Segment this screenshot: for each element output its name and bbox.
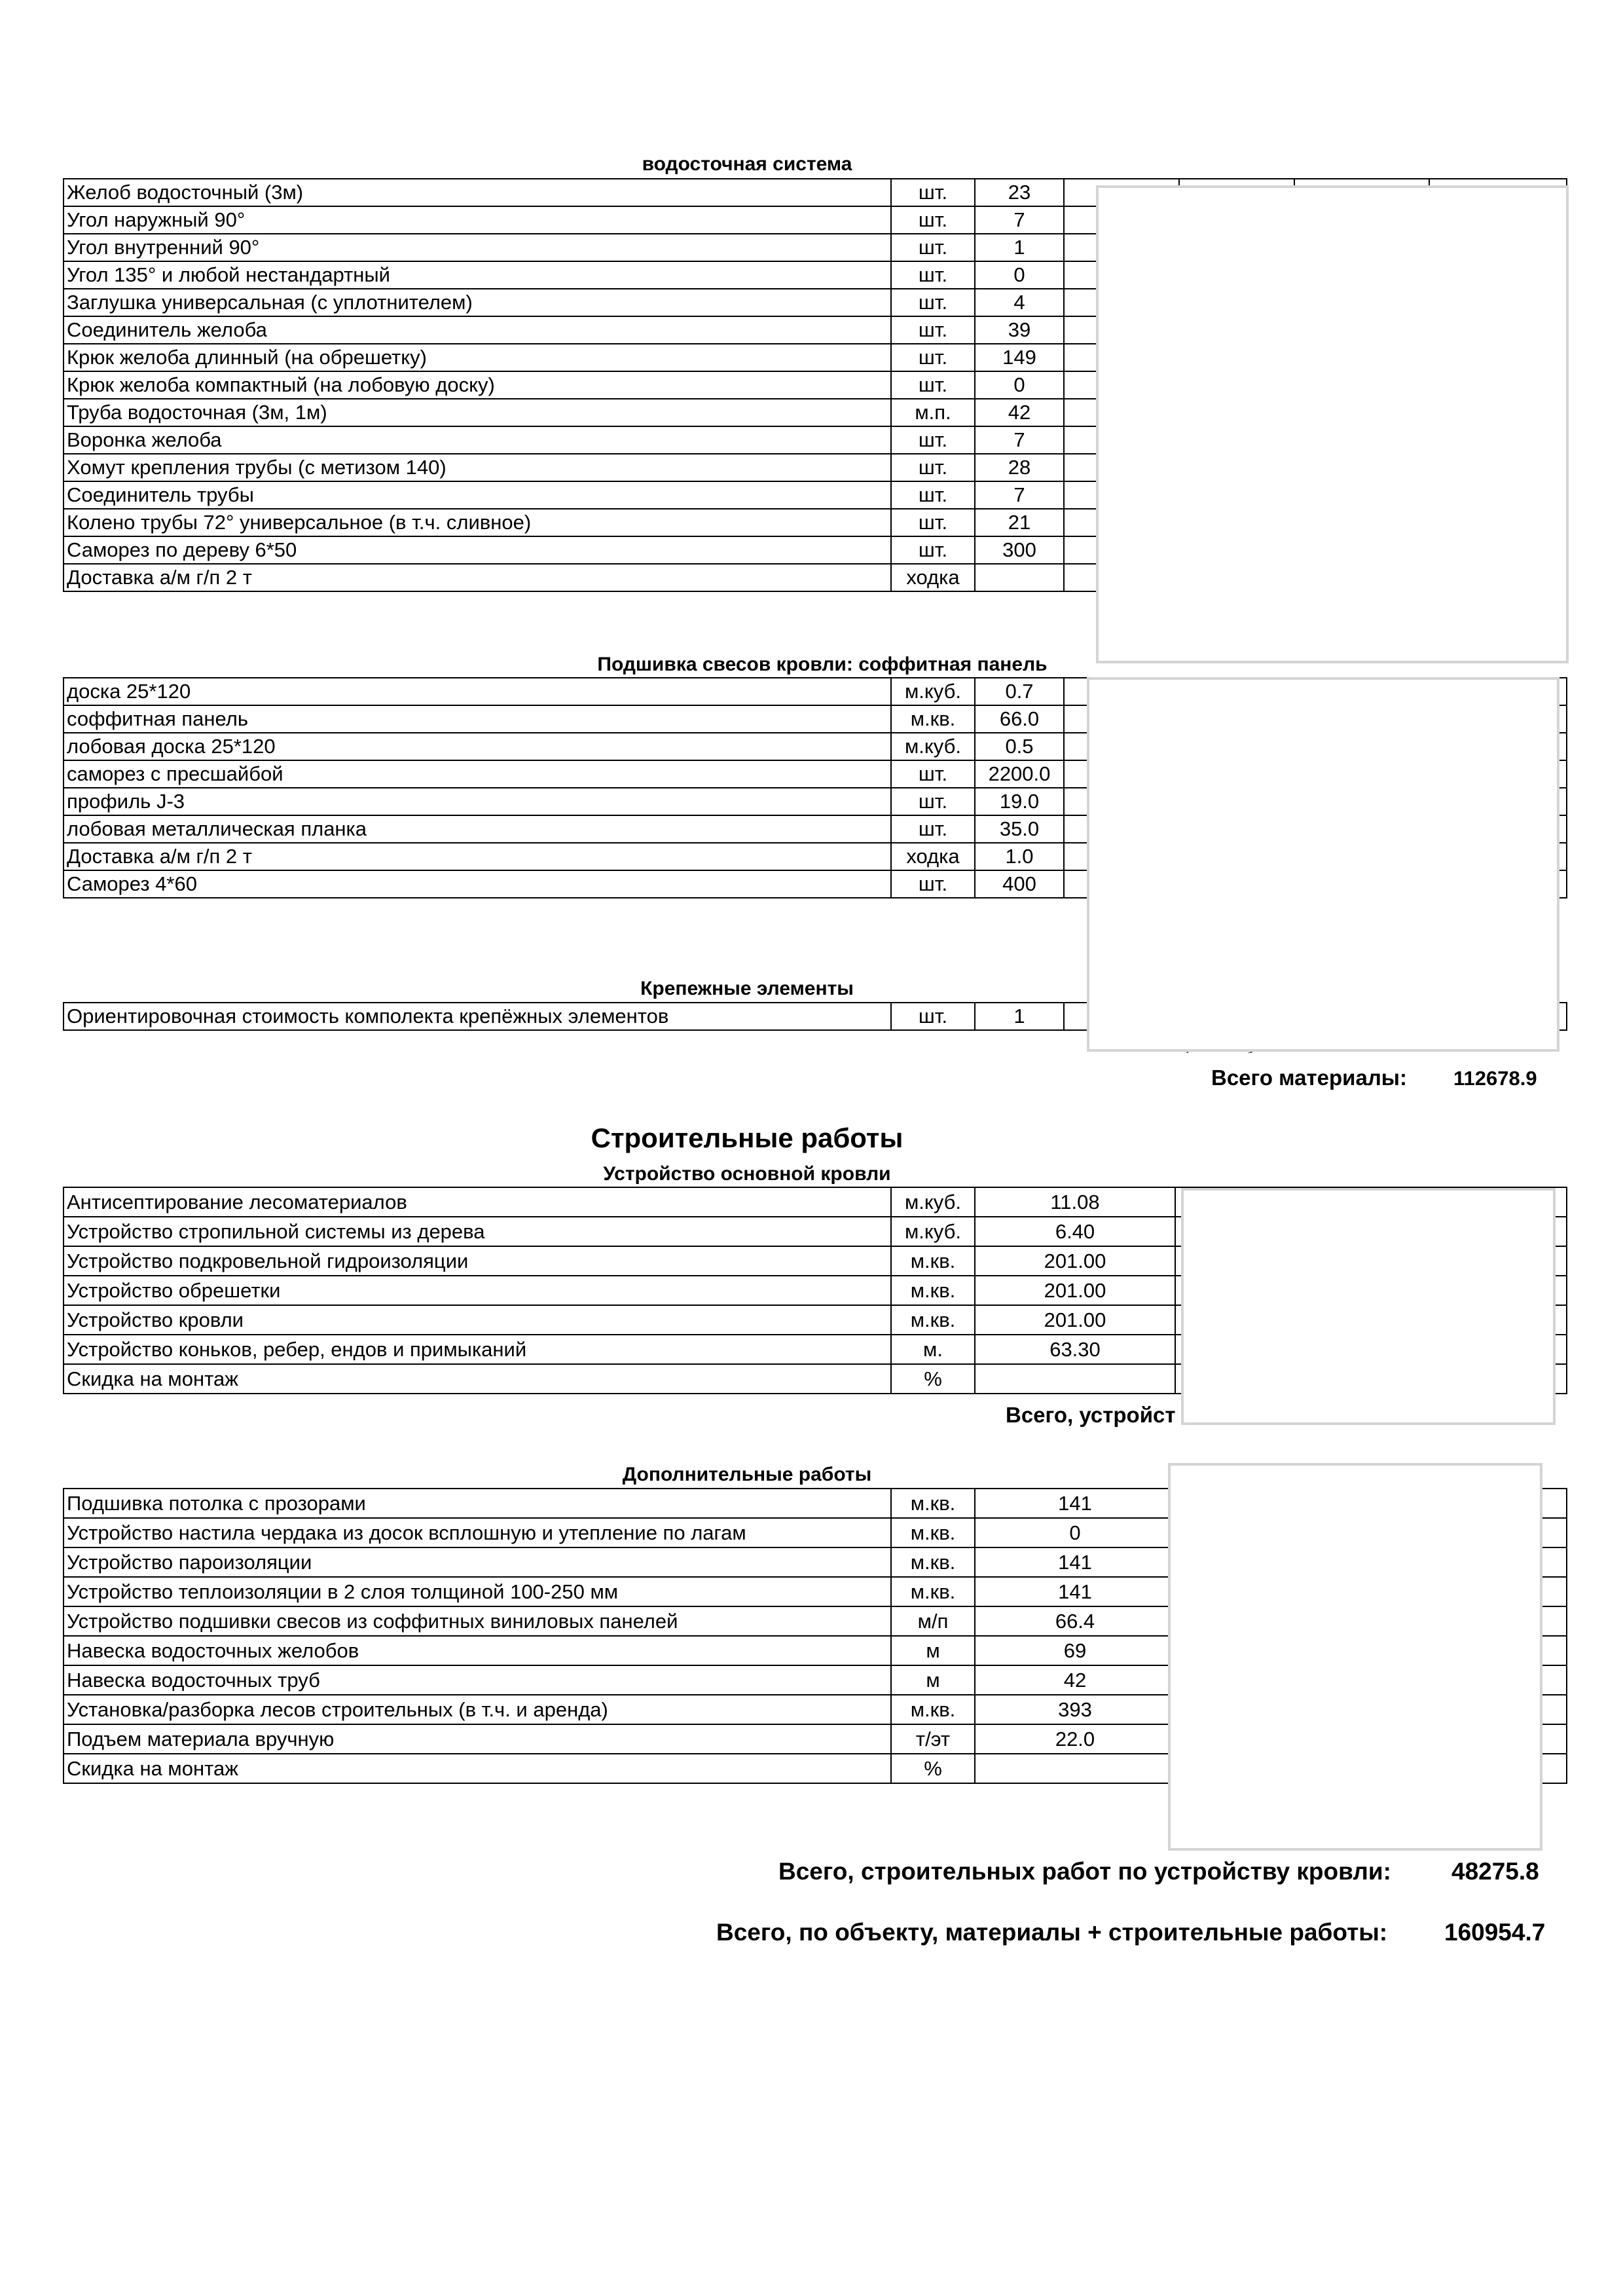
quantity-cell: 66.4: [975, 1606, 1175, 1636]
quantity-cell: 300: [975, 536, 1064, 564]
item-name-cell: Соединитель желоба: [64, 316, 891, 344]
quantity-cell: 1: [975, 234, 1064, 261]
quantity-cell: [975, 1364, 1175, 1394]
quantity-cell: 7: [975, 426, 1064, 454]
item-name-cell: Соединитель трубы: [64, 481, 891, 509]
unit-cell: шт.: [891, 261, 975, 289]
quantity-cell: 6.40: [975, 1217, 1175, 1246]
item-name-cell: Устройство обрешетки: [64, 1276, 891, 1305]
works-total-label: Всего, строительных работ по устройству кровли:: [778, 1858, 1391, 1885]
quantity-cell: 1.0: [975, 843, 1064, 870]
unit-cell: м.кв.: [891, 1518, 975, 1547]
unit-cell: шт.: [891, 454, 975, 481]
quantity-cell: 35.0: [975, 815, 1064, 843]
works-total-value: 48275.8: [1451, 1858, 1539, 1885]
item-name-cell: Устройство коньков, ребер, ендов и примыканий: [64, 1335, 891, 1364]
quantity-cell: 141: [975, 1547, 1175, 1577]
item-name-cell: Подъем материала вручную: [64, 1724, 891, 1754]
unit-cell: м.кв.: [891, 1305, 975, 1335]
unit-cell: шт.: [891, 536, 975, 564]
item-name-cell: Труба водосточная (3м, 1м): [64, 399, 891, 426]
item-name-cell: Устройство теплоизоляции в 2 слоя толщиной 100-250 мм: [64, 1577, 891, 1606]
item-name-cell: доска 25*120: [64, 678, 891, 705]
quantity-cell: 7: [975, 206, 1064, 234]
item-name-cell: Навеска водосточных труб: [64, 1665, 891, 1695]
quantity-cell: 21: [975, 509, 1064, 536]
item-name-cell: Устройство стропильной системы из дерева: [64, 1217, 891, 1246]
grand-total-value: 160954.7: [1444, 1919, 1546, 1946]
unit-cell: ходка: [891, 564, 975, 591]
unit-cell: шт.: [891, 344, 975, 371]
unit-cell: ходка: [891, 843, 975, 870]
unit-cell: м/п: [891, 1606, 975, 1636]
unit-cell: м.куб.: [891, 678, 975, 705]
redaction-box: [1168, 1463, 1542, 1851]
quantity-cell: 0.7: [975, 678, 1064, 705]
quantity-cell: 0: [975, 371, 1064, 399]
quantity-cell: 201.00: [975, 1276, 1175, 1305]
unit-cell: м.кв.: [891, 705, 975, 733]
item-name-cell: Антисептирование лесоматериалов: [64, 1187, 891, 1217]
quantity-cell: 63.30: [975, 1335, 1175, 1364]
item-name-cell: Доставка а/м г/п 2 т: [64, 843, 891, 870]
unit-cell: шт.: [891, 426, 975, 454]
item-name-cell: Желоб водосточный (3м): [64, 179, 891, 206]
unit-cell: %: [891, 1364, 975, 1394]
unit-cell: м.кв.: [891, 1547, 975, 1577]
unit-cell: шт.: [891, 509, 975, 536]
unit-cell: шт.: [891, 481, 975, 509]
quantity-cell: 66.0: [975, 705, 1064, 733]
item-name-cell: Подшивка потолка с прозорами: [64, 1489, 891, 1518]
unit-cell: шт.: [891, 1003, 975, 1030]
item-name-cell: Устройство кровли: [64, 1305, 891, 1335]
quantity-cell: 23: [975, 179, 1064, 206]
quantity-cell: 42: [975, 1665, 1175, 1695]
quantity-cell: 0.5: [975, 733, 1064, 760]
item-name-cell: Устройство подкровельной гидроизоляции: [64, 1246, 891, 1276]
item-name-cell: соффитная панель: [64, 705, 891, 733]
quantity-cell: 7: [975, 481, 1064, 509]
quantity-cell: [975, 564, 1064, 591]
quantity-cell: 19.0: [975, 788, 1064, 815]
item-name-cell: Устройство настила чердака из досок всплошную и утепление по лагам: [64, 1518, 891, 1547]
unit-cell: %: [891, 1754, 975, 1783]
unit-cell: шт.: [891, 788, 975, 815]
quantity-cell: 201.00: [975, 1246, 1175, 1276]
unit-cell: м.кв.: [891, 1577, 975, 1606]
unit-cell: шт.: [891, 760, 975, 788]
quantity-cell: 11.08: [975, 1187, 1175, 1217]
roof-section-title: Устройство основной кровли: [603, 1163, 891, 1185]
unit-cell: м: [891, 1665, 975, 1695]
item-name-cell: Хомут крепления трубы (с метизом 140): [64, 454, 891, 481]
quantity-cell: 2200.0: [975, 760, 1064, 788]
redaction-box: [1181, 1188, 1556, 1425]
quantity-cell: [975, 1754, 1175, 1783]
item-name-cell: Доставка а/м г/п 2 т: [64, 564, 891, 591]
unit-cell: м.кв.: [891, 1695, 975, 1724]
quantity-cell: 141: [975, 1489, 1175, 1518]
item-name-cell: Саморез по дереву 6*50: [64, 536, 891, 564]
item-name-cell: Саморез 4*60: [64, 870, 891, 898]
grand-total-label: Всего, по объекту, материалы + строительные работы:: [716, 1919, 1388, 1946]
unit-cell: шт.: [891, 815, 975, 843]
quantity-cell: 400: [975, 870, 1064, 898]
unit-cell: т/эт: [891, 1724, 975, 1754]
materials-total-value: 112678.9: [1453, 1067, 1537, 1090]
item-name-cell: Установка/разборка лесов строительных (в т.ч. и аренда): [64, 1695, 891, 1724]
unit-cell: шт.: [891, 179, 975, 206]
item-name-cell: лобовая доска 25*120: [64, 733, 891, 760]
item-name-cell: Угол наружный 90°: [64, 206, 891, 234]
quantity-cell: 149: [975, 344, 1064, 371]
unit-cell: м.п.: [891, 399, 975, 426]
quantity-cell: 1: [975, 1003, 1064, 1030]
unit-cell: м.куб.: [891, 1187, 975, 1217]
item-name-cell: саморез с пресшайбой: [64, 760, 891, 788]
quantity-cell: 0: [975, 261, 1064, 289]
unit-cell: шт.: [891, 371, 975, 399]
item-name-cell: Воронка желоба: [64, 426, 891, 454]
unit-cell: шт.: [891, 234, 975, 261]
item-name-cell: Угол 135° и любой нестандартный: [64, 261, 891, 289]
unit-cell: м.кв.: [891, 1276, 975, 1305]
roof-section-total: Всего, устройст: [1006, 1403, 1176, 1427]
construction-works-title: Строительные работы: [591, 1122, 903, 1153]
quantity-cell: 141: [975, 1577, 1175, 1606]
unit-cell: м.кв.: [891, 1246, 975, 1276]
item-name-cell: Крюк желоба компактный (на лобовую доску): [64, 371, 891, 399]
extra-works-section-title: Дополнительные работы: [622, 1464, 872, 1485]
item-name-cell: Устройство пароизоляции: [64, 1547, 891, 1577]
unit-cell: шт.: [891, 289, 975, 316]
quantity-cell: 42: [975, 399, 1064, 426]
item-name-cell: Устройство подшивки свесов из соффитных виниловых панелей: [64, 1606, 891, 1636]
item-name-cell: профиль J-3: [64, 788, 891, 815]
item-name-cell: Скидка на монтаж: [64, 1364, 891, 1394]
unit-cell: м.куб.: [891, 733, 975, 760]
gutter-section-title: водосточная система: [642, 153, 852, 175]
quantity-cell: 4: [975, 289, 1064, 316]
unit-cell: м: [891, 1636, 975, 1665]
fasteners-section-title: Крепежные элементы: [640, 978, 854, 999]
redaction-box: [1087, 677, 1559, 1052]
quantity-cell: 39: [975, 316, 1064, 344]
materials-total-label: Всего материалы:: [1211, 1065, 1407, 1090]
quantity-cell: 0: [975, 1518, 1175, 1547]
item-name-cell: Угол внутренний 90°: [64, 234, 891, 261]
item-name-cell: Заглушка универсальная (с уплотнителем): [64, 289, 891, 316]
quantity-cell: 69: [975, 1636, 1175, 1665]
quantity-cell: 28: [975, 454, 1064, 481]
item-name-cell: Скидка на монтаж: [64, 1754, 891, 1783]
item-name-cell: Ориентировочная стоимость комполекта крепёжных элементов: [64, 1003, 891, 1030]
quantity-cell: 393: [975, 1695, 1175, 1724]
item-name-cell: лобовая металлическая планка: [64, 815, 891, 843]
item-name-cell: Колено трубы 72° универсальное (в т.ч. сливное): [64, 509, 891, 536]
quantity-cell: 22.0: [975, 1724, 1175, 1754]
item-name-cell: Крюк желоба длинный (на обрешетку): [64, 344, 891, 371]
unit-cell: шт.: [891, 206, 975, 234]
unit-cell: м.куб.: [891, 1217, 975, 1246]
unit-cell: м.: [891, 1335, 975, 1364]
unit-cell: м.кв.: [891, 1489, 975, 1518]
item-name-cell: Навеска водосточных желобов: [64, 1636, 891, 1665]
redaction-box: [1096, 185, 1569, 663]
unit-cell: шт.: [891, 316, 975, 344]
unit-cell: шт.: [891, 870, 975, 898]
soffit-section-title: Подшивка свесов кровли: соффитная панель: [597, 654, 1048, 675]
quantity-cell: 201.00: [975, 1305, 1175, 1335]
